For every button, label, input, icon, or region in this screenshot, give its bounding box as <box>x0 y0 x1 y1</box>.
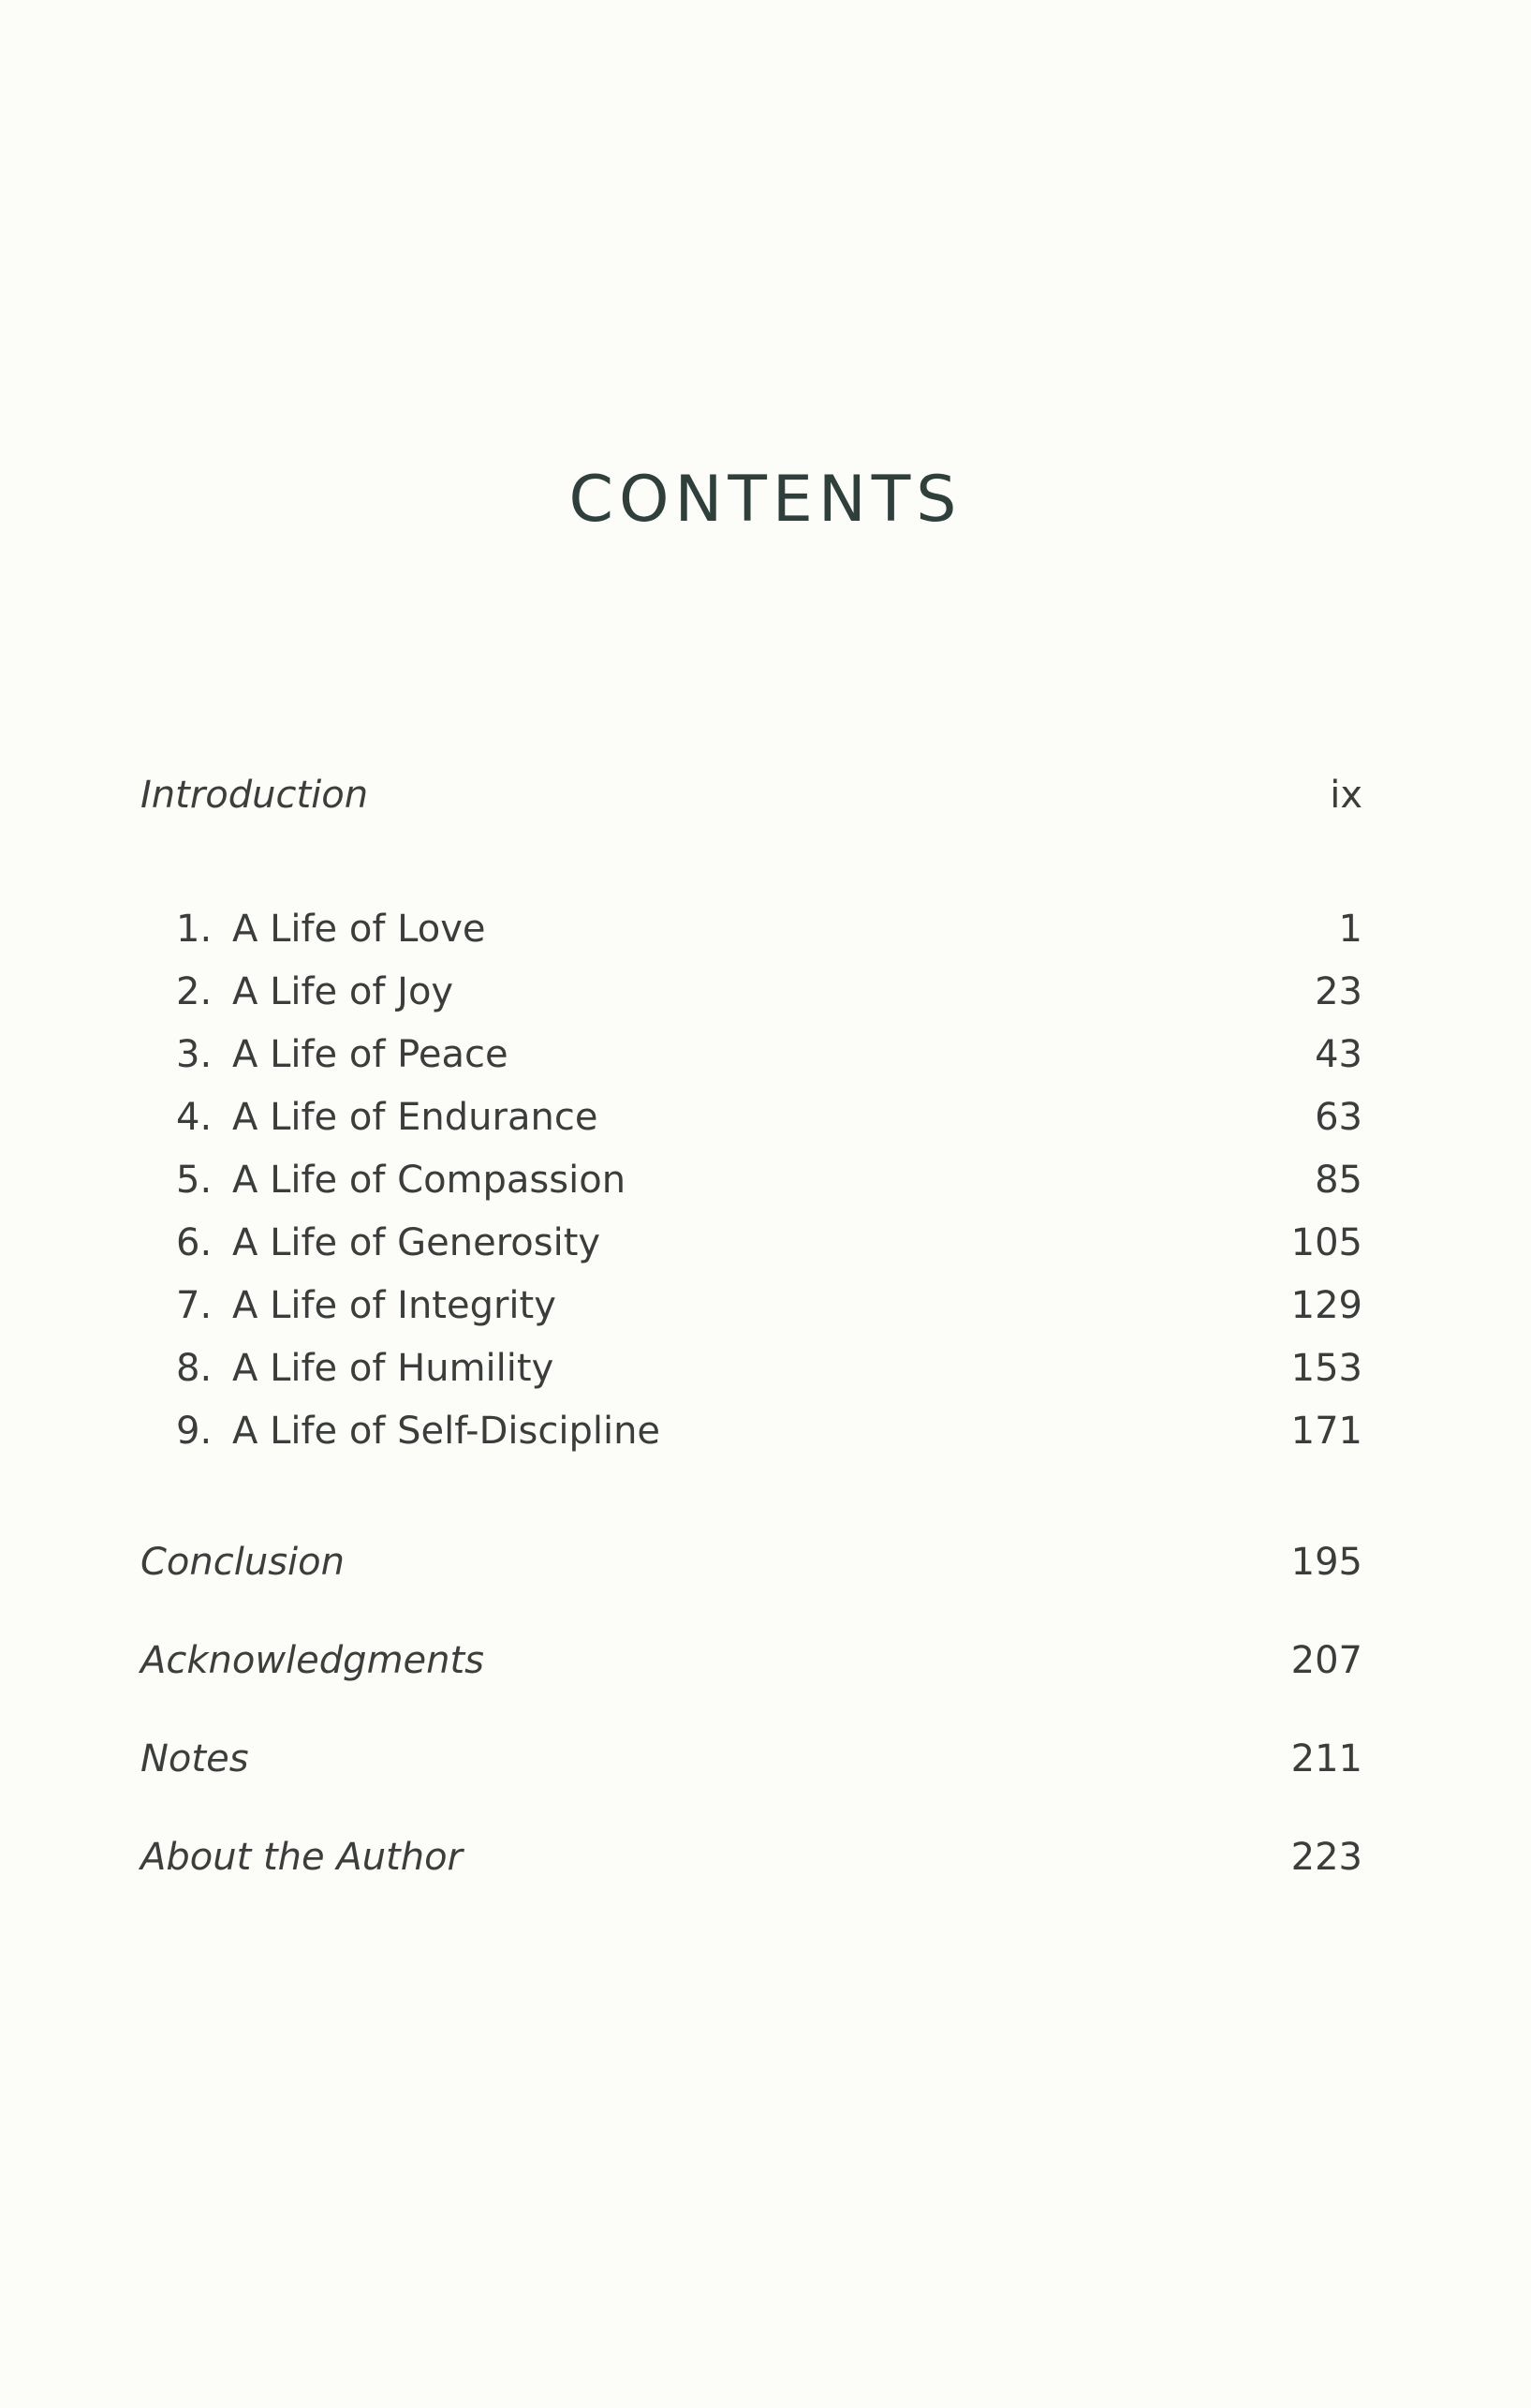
chapter-title: A Life of Humility <box>232 1347 554 1390</box>
toc-entry-page: 223 <box>1290 1836 1362 1879</box>
toc-entry-acknowledgments <box>140 1632 1362 1689</box>
chapter-title: A Life of Self-Discipline <box>232 1410 661 1453</box>
toc-chapter-2 <box>140 964 1362 1020</box>
toc-chapter-6 <box>140 1215 1362 1271</box>
chapter-title: A Life of Love <box>232 908 486 951</box>
toc-entry-label: Acknowledgments <box>140 1639 485 1682</box>
toc-entry-page: 207 <box>1290 1639 1362 1682</box>
chapter-title: A Life of Peace <box>232 1033 508 1076</box>
chapter-title: A Life of Compassion <box>232 1159 626 1202</box>
toc-chapter-1 <box>140 901 1362 957</box>
chapter-page: 171 <box>1290 1410 1362 1453</box>
chapter-title: A Life of Integrity <box>232 1284 556 1327</box>
chapter-number: 7. <box>176 1284 213 1327</box>
toc-chapter-8 <box>140 1340 1362 1396</box>
chapter-title: A Life of Joy <box>232 970 454 1013</box>
toc-entry-conclusion <box>140 1534 1362 1590</box>
chapter-page: 63 <box>1315 1096 1362 1139</box>
toc-entry-label: Introduction <box>140 774 369 817</box>
chapter-page: 43 <box>1315 1033 1362 1076</box>
toc-chapter-9 <box>140 1403 1362 1459</box>
toc-chapter-4 <box>140 1089 1362 1145</box>
chapter-page: 129 <box>1290 1284 1362 1327</box>
toc-entry-label: About the Author <box>140 1836 464 1879</box>
page-title: CONTENTS <box>568 463 963 537</box>
toc-entry-notes <box>140 1731 1362 1787</box>
toc-entry-page: 211 <box>1290 1737 1362 1780</box>
chapter-page: 1 <box>1338 908 1362 951</box>
chapter-number: 1. <box>176 908 213 951</box>
toc-entry-about-the-author <box>140 1829 1362 1885</box>
chapter-page: 23 <box>1315 970 1362 1013</box>
toc-entry-introduction <box>140 767 1362 823</box>
chapter-number: 5. <box>176 1159 213 1202</box>
chapter-number: 6. <box>176 1221 213 1264</box>
chapter-number: 3. <box>176 1033 213 1076</box>
chapter-page: 85 <box>1315 1159 1362 1202</box>
toc-entry-page: ix <box>1330 774 1362 817</box>
chapter-page: 153 <box>1290 1347 1362 1390</box>
chapter-title: A Life of Endurance <box>232 1096 598 1139</box>
toc-chapter-7 <box>140 1278 1362 1334</box>
chapter-number: 8. <box>176 1347 213 1390</box>
chapter-title: A Life of Generosity <box>232 1221 601 1264</box>
toc-entry-label: Conclusion <box>140 1541 345 1584</box>
chapter-number: 2. <box>176 970 213 1013</box>
chapter-page: 105 <box>1290 1221 1362 1264</box>
toc-chapter-5 <box>140 1152 1362 1208</box>
chapter-number: 9. <box>176 1410 213 1453</box>
toc-chapter-3 <box>140 1027 1362 1083</box>
toc-entry-page: 195 <box>1290 1541 1362 1584</box>
chapter-number: 4. <box>176 1096 213 1139</box>
toc-entry-label: Notes <box>140 1737 249 1780</box>
